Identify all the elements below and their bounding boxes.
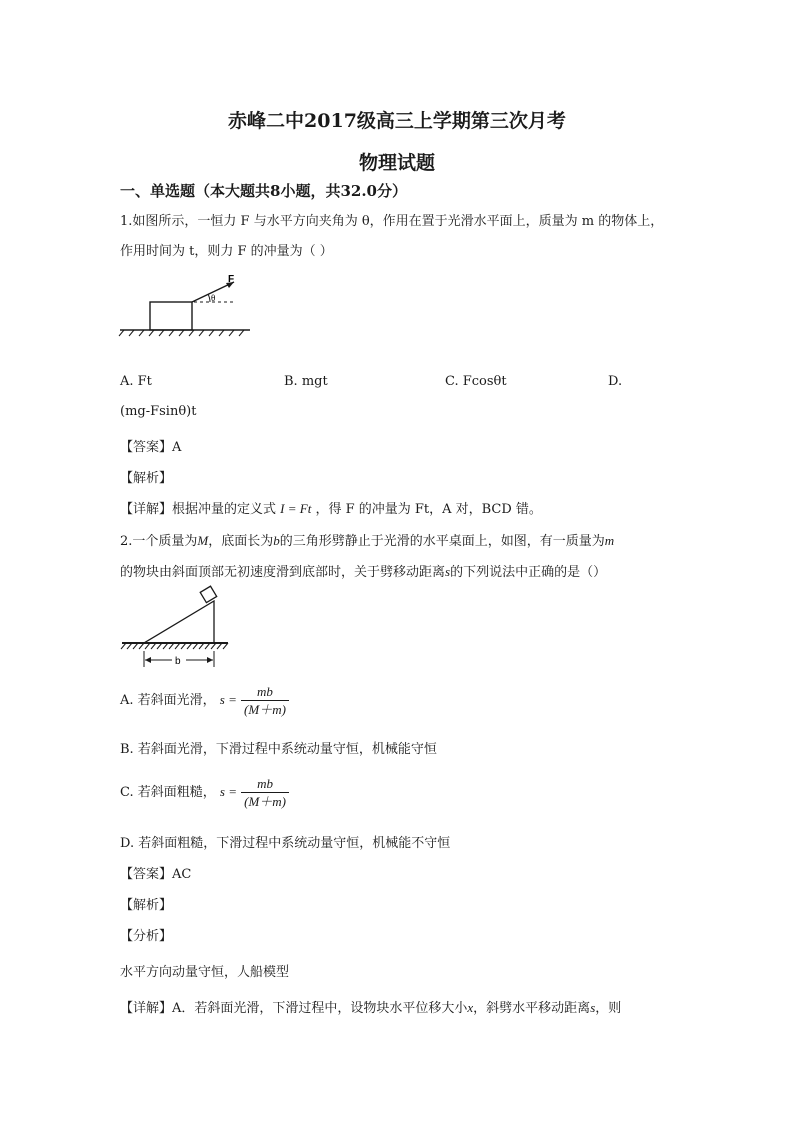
q1-option-b: B. mgt — [284, 374, 328, 389]
var-M: M — [197, 533, 209, 548]
q2-option-c — [120, 775, 289, 810]
label-theta: θ — [211, 293, 216, 303]
q2-fenxi-label: 【分析】 — [120, 929, 173, 944]
q1-stem-line1: 1.如图所示，一恒力 F 与水平方向夹角为 θ，作用在置于光滑水平面上，质量为 m 的物体上， — [120, 214, 664, 229]
label-F: F — [228, 274, 235, 285]
q2-detail-post: ，则 — [595, 1001, 622, 1016]
dim-arrow-left-icon — [145, 657, 151, 663]
q2-option-a-text: A. 若斜面光滑， — [120, 693, 216, 708]
q2-analysis-label: 【解析】 — [120, 898, 173, 913]
fraction — [241, 683, 289, 718]
q2-text: ，底面长为 — [208, 534, 274, 549]
q2-option-d: D. 若斜面粗糙，下滑过程中系统动量守恒，机械能不守恒 — [120, 836, 451, 851]
q2-wedge-diagram — [120, 585, 232, 670]
q1-option-d-cont: (mg-Fsinθ)t — [120, 404, 197, 419]
page-subtitle: 物理试题 — [358, 152, 435, 174]
q1-option-c: C. Fcosθt — [445, 374, 507, 389]
q2-option-c-text: C. 若斜面粗糙， — [120, 785, 216, 800]
fraction-denominator: (M＋m) — [244, 794, 287, 809]
formula-lhs: s = — [219, 784, 237, 799]
angle-arc — [208, 294, 210, 302]
q2-text: 的下列说法中正确的是（） — [450, 565, 607, 580]
var-b: b — [273, 533, 280, 548]
q2-stem-line2 — [120, 561, 606, 580]
fraction-denominator: (M＋m) — [244, 702, 286, 717]
var-x: x — [467, 1000, 474, 1015]
dim-arrow-right-icon — [207, 657, 213, 663]
page-title: 赤峰二中2017级高三上学期第三次月考 — [228, 110, 566, 132]
q2-detail-mid: ，斜劈水平移动距离 — [473, 1001, 591, 1016]
q2-stem-line1 — [120, 530, 614, 549]
label-b: b — [175, 656, 181, 667]
ground-line — [119, 330, 250, 336]
q2-option-b: B. 若斜面光滑，下滑过程中系统动量守恒，机械能守恒 — [120, 742, 437, 757]
q2-answer: 【答案】AC — [120, 867, 192, 882]
fraction-numerator: mb — [241, 775, 289, 793]
var-m: m — [604, 533, 615, 548]
q2-detail-pre: 【详解】A．若斜面光滑，下滑过程中，设物块水平位移大小 — [120, 1001, 468, 1016]
q2-text: 2.一个质量为 — [120, 534, 198, 549]
q2-detail — [120, 997, 621, 1016]
formula-lhs: s = — [219, 692, 237, 707]
fraction — [241, 775, 289, 810]
q2-text: 的三角形劈静止于光滑的水平桌面上，如图，有一质量为 — [279, 534, 605, 549]
q1-option-d: D. — [608, 374, 623, 389]
section-heading: 一、单选题（本大题共8小题，共32.0分） — [120, 182, 407, 200]
q2-text: 的物块由斜面顶部无初速度滑到底部时，关于劈移动距离 — [120, 565, 446, 580]
q1-option-a: A. Ft — [120, 374, 152, 389]
block — [150, 302, 192, 330]
q1-detail — [120, 498, 542, 517]
q2-option-a — [120, 683, 289, 718]
wedge — [144, 601, 214, 643]
q1-analysis-label: 【解析】 — [120, 471, 173, 486]
q1-detail-formula: I = Ft — [280, 501, 312, 516]
fraction-numerator: mb — [241, 683, 289, 701]
q1-force-diagram — [118, 272, 258, 342]
q1-detail-post: ，得 F 的冲量为 Ft，A 对，BCD 错。 — [315, 502, 542, 517]
q1-answer: 【答案】A — [120, 440, 182, 455]
var-s: s — [590, 1000, 596, 1015]
var-s: s — [445, 564, 451, 579]
q1-detail-pre: 【详解】根据冲量的定义式 — [120, 502, 277, 517]
q1-stem-line2: 作用时间为 t，则力 F 的冲量为（ ） — [120, 244, 333, 259]
q2-model: 水平方向动量守恒，人船模型 — [120, 965, 290, 980]
